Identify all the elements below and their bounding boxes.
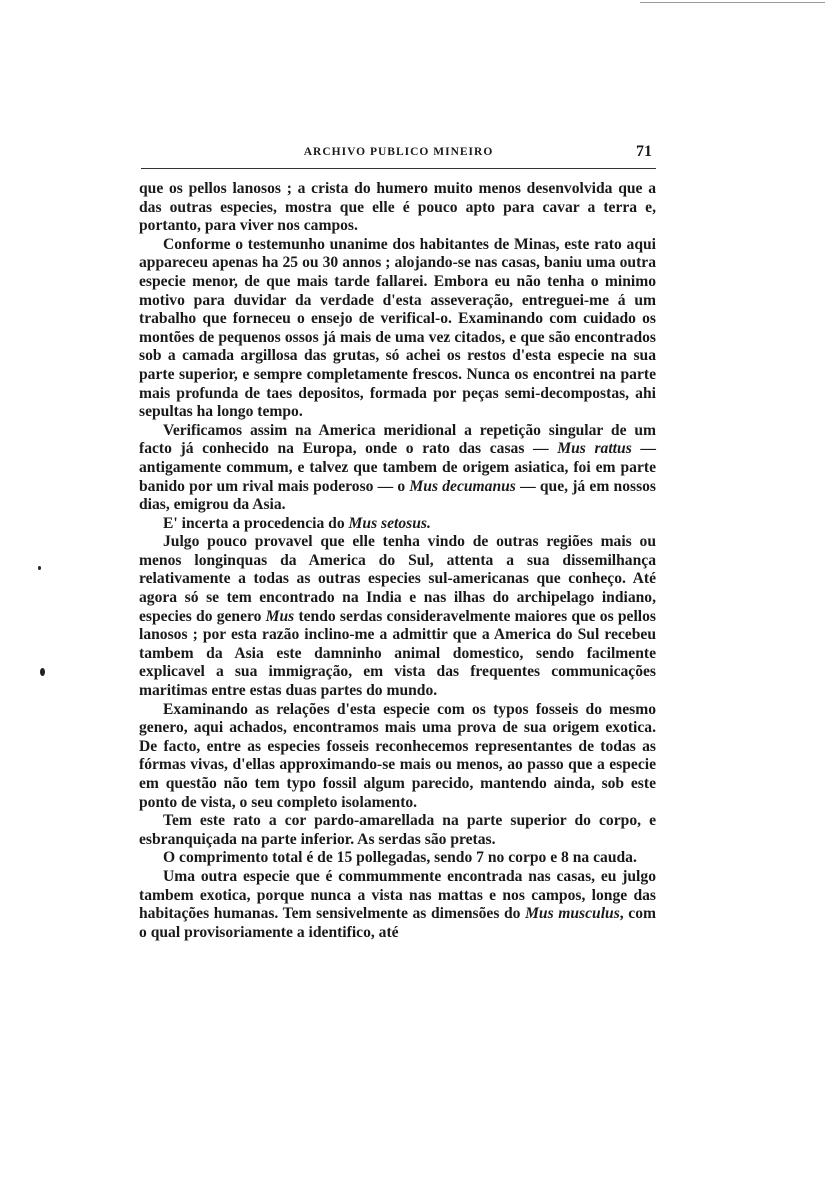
species-name: Mus decumanus bbox=[409, 477, 516, 495]
species-name: Mus setosus. bbox=[348, 514, 431, 532]
text-run: — que, já em nossos dias, emigrou da Asia. bbox=[139, 477, 657, 514]
species-name: Mus rattus bbox=[557, 440, 632, 458]
text-run: O comprimento total é de 15 pollegadas, sendo 7 no corpo e 8 na cauda. bbox=[163, 849, 637, 867]
species-name: Mus musculus bbox=[525, 905, 620, 923]
running-head: ARCHIVO PUBLICO MINEIRO bbox=[303, 146, 494, 158]
text-run: Verificamos assim na America meridional a repetição singular de um facto já conhecido na Europa, onde o rato das casas — bbox=[139, 421, 656, 458]
margin-speck bbox=[40, 668, 45, 676]
text-run: — antigamente commum, e talvez que tambem de origem asiatica, foi em parte banido por um rival mais poderoso — o bbox=[139, 440, 656, 495]
text-run: Tem este rato a cor pardo-amarellada na parte superior do corpo, e esbranquiçada na parte inferior. As serdas são pretas. bbox=[139, 812, 656, 848]
paragraph bbox=[139, 236, 656, 422]
page-number: 71 bbox=[636, 143, 652, 160]
paragraph bbox=[139, 849, 656, 868]
text-run: Uma outra especie que é commummente encontrada nas casas, eu julgo tambem exotica, porque nunca a vista nas mattas e nos campos, longe das habitações humanas. Tem sensivelmente as dimensões do bbox=[139, 867, 656, 923]
page-header bbox=[141, 142, 656, 169]
scan-top-rule bbox=[640, 2, 825, 3]
paragraph bbox=[139, 515, 656, 534]
margin-speck bbox=[38, 566, 41, 570]
paragraph bbox=[139, 422, 656, 515]
paragraph bbox=[139, 868, 656, 942]
paragraph bbox=[139, 533, 656, 700]
text-run: Julgo pouco provavel que elle tenha vindo de outras regiões mais ou menos longinquas da America do Sul, attenta a sua dissemilhança relativamente a todas as outras especies sul-americanas que conheço. Até agora só se tem encontrado na India e nas ilhas do archipelago indiano, especies do genero bbox=[139, 533, 656, 625]
text-run: tendo serdas consideravelmente maiores que os pellos lanosos ; por esta razão inclino-me a admittir que a America do Sul recebeu tambem da Asia este damninho animal domestico, sendo facilmente explicavel a sua immigração, em vista das frequentes communicações maritimas entre estas duas partes do mundo. bbox=[139, 607, 656, 700]
paragraph bbox=[139, 812, 656, 849]
body-text bbox=[139, 180, 656, 942]
text-run: , com o qual provisoriamente a identifico, até bbox=[139, 905, 656, 941]
text-run: Conforme o testemunho unanime dos habitantes de Minas, este rato aqui appareceu apenas ha 25 ou 30 annos ; alojando-se nas casas, baniu uma outra especie menor, de que mais tarde fallarei. Embora eu não tenha o minimo motivo para duvidar da verdade d'esta asseveração, entreguei-me á um trabalho que forneceu o ensejo de verifical-o. Examinando com cuidado os montões de pequenos ossos já mais de uma vez citados, e que são encontrados sob a camada argillosa das grutas, só achei os restos d'esta especie na sua parte superior, e sempre completamente frescos. Nunca os encontrei na parte mais profunda de taes depositos, formada por peças semi-decompostas, ahi sepultas ha longo tempo. bbox=[139, 235, 656, 421]
species-name: Mus bbox=[265, 607, 295, 625]
paragraph bbox=[139, 180, 656, 236]
text-run: que os pellos lanosos ; a crista do humero muito menos desenvolvida que a das outras especies, mostra que elle é pouco apto para cavar a terra e, portanto, para viver nos campos. bbox=[139, 180, 656, 235]
text-run: Examinando as relações d'esta especie com os typos fosseis do mesmo genero, aqui achados, encontramos mais uma prova de sua origem exotica. De facto, entre as especies fosseis reconhecemos representantes de todas as fórmas vivas, d'ellas approximando-se mais ou menos, ao passo que a especie em questão não tem typo fossil algum parecido, mantendo ainda, sob este ponto de vista, o seu completo isolamento. bbox=[139, 700, 656, 811]
text-run: E' incerta a procedencia do bbox=[163, 514, 349, 532]
paragraph bbox=[139, 701, 656, 813]
